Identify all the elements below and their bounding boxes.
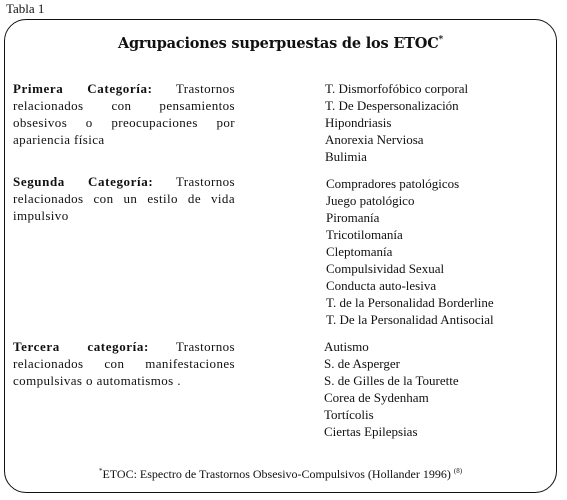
title-footnote-mark: *	[438, 35, 444, 46]
disorder-item: T. de la Personalidad Borderline	[326, 295, 494, 310]
disorder-item: Anorexia Nerviosa	[325, 132, 424, 147]
table-frame	[4, 19, 557, 493]
disorder-item: Cleptomanía	[326, 244, 393, 259]
disorder-list-3	[324, 338, 459, 440]
disorder-item: Bulimia	[325, 149, 367, 164]
footnote-text: ETOC: Espectro de Trastornos Obsesivo-Compulsivos (Hollander 1996)	[102, 467, 451, 481]
disorder-item: Compulsividad Sexual	[326, 261, 445, 276]
category-text-2: Trastornos relacionados con un estilo de vida impulsivo	[13, 174, 235, 223]
disorder-item: T. De la Personalidad Antisocial	[326, 312, 494, 327]
category-description-2	[13, 173, 235, 224]
category-text-3: Trastornos relacionados con manifestaciones compulsivas o automatismos .	[13, 339, 235, 388]
footnote-mark: *	[98, 467, 103, 475]
table-caption: Tabla 1	[6, 1, 45, 16]
disorder-list-2	[326, 175, 494, 328]
disorder-item: Autismo	[324, 339, 369, 354]
disorder-item: Juego patológico	[326, 193, 415, 208]
disorder-item: Piromanía	[326, 210, 380, 225]
disorder-item: T. De Despersonalización	[325, 98, 459, 113]
disorder-item: Compradores patológicos	[326, 176, 460, 191]
disorder-item: S. de Asperger	[324, 356, 400, 371]
category-name-1: Primera Categoría:	[13, 81, 153, 96]
category-text-1: Trastornos relacionados con pensamientos obsesivos o preocupaciones por apariencia física	[13, 81, 235, 147]
disorder-item: Conducta auto-lesiva	[326, 278, 437, 293]
category-description-3	[13, 338, 235, 389]
category-name-3: Tercera categoría:	[13, 339, 149, 354]
disorder-item: Tricotilomanía	[326, 227, 403, 242]
disorder-list-1	[325, 80, 468, 165]
disorder-item: Hipondriasis	[325, 115, 392, 130]
disorder-item: Tortícolis	[324, 407, 374, 422]
table-footnote	[5, 467, 556, 482]
category-name-2: Segunda Categoría:	[13, 174, 154, 189]
disorder-item: Corea de Sydenham	[324, 390, 429, 405]
category-description-1	[13, 80, 235, 148]
table-title-text: Agrupaciones superpuestas de los ETOC	[117, 35, 439, 52]
footnote-reference: (8)	[453, 467, 463, 475]
disorder-item: T. Dismorfofóbico corporal	[325, 81, 469, 96]
disorder-item: Ciertas Epilepsias	[324, 424, 418, 439]
disorder-item: S. de Gilles de la Tourette	[324, 373, 459, 388]
table-title	[5, 35, 556, 52]
